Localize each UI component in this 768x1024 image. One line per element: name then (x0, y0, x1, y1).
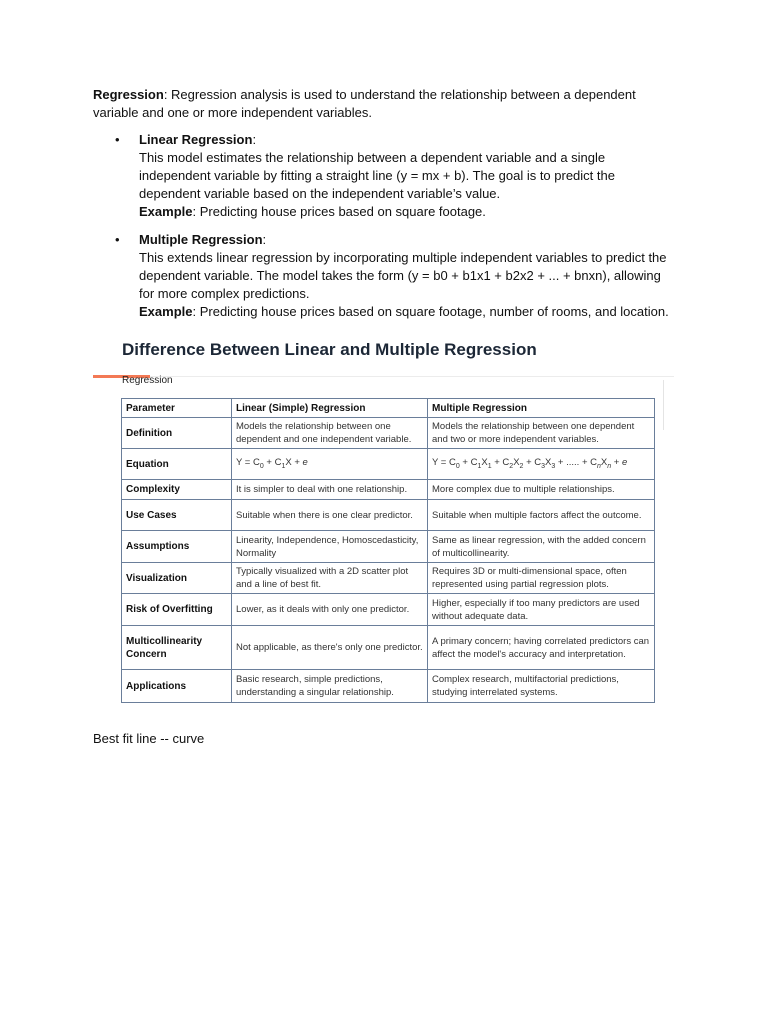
linear-cell: Suitable when there is one clear predictor. (232, 500, 428, 531)
param-cell: Assumptions (122, 531, 232, 563)
bullet-title: Linear Regression (139, 132, 253, 147)
param-cell: Multicollinearity Concern (122, 626, 232, 670)
table-row (122, 500, 655, 531)
regression-type-list (93, 131, 681, 321)
column-header: Parameter (122, 399, 232, 418)
multiple-equation: $Y = C_0 + C_1X_1 + C_2X_2 + C_3X_3$ + ..... + $C_nX_n + e$ (428, 449, 655, 480)
bullet-line: dependent variable based on the independent variable’s value. (139, 186, 501, 201)
bullet-line: This model estimates the relationship between a dependent variable and a single (139, 150, 606, 165)
linear-cell: It is simpler to deal with one relationship. (232, 480, 428, 500)
param-cell: Equation (122, 449, 232, 480)
divider (150, 376, 674, 377)
linear-cell: Basic research, simple predictions, understanding a singular relationship. (232, 670, 428, 703)
multiple-cell: Higher, especially if too many predictors are used without adequate data. (428, 594, 655, 626)
example-label: Example (139, 304, 193, 319)
bullet-line: independent variable by fitting a straight line (y = mx + b). The goal is to predict the (139, 168, 615, 183)
example-label: Example (139, 204, 193, 219)
footer-note: Best fit line -- curve (93, 731, 205, 746)
table-row (122, 531, 655, 563)
multiple-cell: Suitable when multiple factors affect the outcome. (428, 500, 655, 531)
param-cell: Visualization (122, 563, 232, 594)
divider (663, 380, 664, 430)
table-row (122, 418, 655, 449)
document-body (93, 86, 681, 331)
table-row (122, 449, 655, 480)
intro-term: Regression (93, 87, 164, 102)
linear-equation: $Y = C_0 + C_1X + e$ (232, 449, 428, 480)
table-row (122, 594, 655, 626)
multiple-cell: Same as linear regression, with the added concern of multicollinearity. (428, 531, 655, 563)
multiple-cell: Models the relationship between one dependent and two or more independent variables. (428, 418, 655, 449)
linear-cell: Typically visualized with a 2D scatter plot and a line of best fit. (232, 563, 428, 594)
table-header-row (122, 399, 655, 418)
table-row (122, 670, 655, 703)
column-header: Linear (Simple) Regression (232, 399, 428, 418)
intro-paragraph (93, 86, 681, 122)
list-item-multiple-regression: • Multiple Regression: This extends linear regression by incorporating multiple independent variables to predict the dependent variable. The model takes the form (y = b0 + b1x1 + b2x2 + ... + bnxn), allowing for more complex predictions. Example: Predicting house prices based on square footage, number of rooms, and location. (93, 231, 681, 321)
param-cell: Applications (122, 670, 232, 703)
linear-cell: Linearity, Independence, Homoscedasticity, Normality (232, 531, 428, 563)
linear-cell: Lower, as it deals with only one predictor. (232, 594, 428, 626)
param-cell: Risk of Overfitting (122, 594, 232, 626)
param-cell: Definition (122, 418, 232, 449)
param-cell: Complexity (122, 480, 232, 500)
linear-cell: Models the relationship between one dependent and one independent variable. (232, 418, 428, 449)
linear-cell: Not applicable, as there's only one predictor. (232, 626, 428, 670)
example-text: : Predicting house prices based on square footage, number of rooms, and location. (192, 304, 669, 319)
comparison-table (121, 398, 655, 703)
table-row (122, 480, 655, 500)
multiple-cell: More complex due to multiple relationships. (428, 480, 655, 500)
bullet-line: for more complex predictions. (139, 286, 310, 301)
multiple-cell: Complex research, multifactorial predictions, studying interrelated systems. (428, 670, 655, 703)
multiple-cell: A primary concern; having correlated predictors can affect the model's accuracy and interpretation. (428, 626, 655, 670)
list-item-linear-regression: • Linear Regression: This model estimates the relationship between a dependent variable and a single independent variable by fitting a straight line (y = mx + b). The goal is to predict the dependent variable based on the independent variable’s value. Example: Predicting house prices based on square footage. (93, 131, 681, 221)
param-cell: Use Cases (122, 500, 232, 531)
example-text: : Predicting house prices based on square footage. (192, 204, 486, 219)
bullet-title: Multiple Regression (139, 232, 263, 247)
column-header: Multiple Regression (428, 399, 655, 418)
bullet-line: dependent variable. The model takes the form (y = b0 + b1x1 + b2x2 + ... + bnxn), allowing (139, 268, 661, 283)
table-row (122, 563, 655, 594)
figure-title: Difference Between Linear and Multiple Regression (122, 340, 537, 359)
bullet-line: This extends linear regression by incorporating multiple independent variables to predict the (139, 250, 667, 265)
figure-caption: Regression (122, 375, 173, 386)
table-row (122, 626, 655, 670)
multiple-cell: Requires 3D or multi-dimensional space, often represented using partial regression plots. (428, 563, 655, 594)
intro-text: : Regression analysis is used to understand the relationship between a dependent variable and one or more independent variables. (93, 87, 636, 120)
